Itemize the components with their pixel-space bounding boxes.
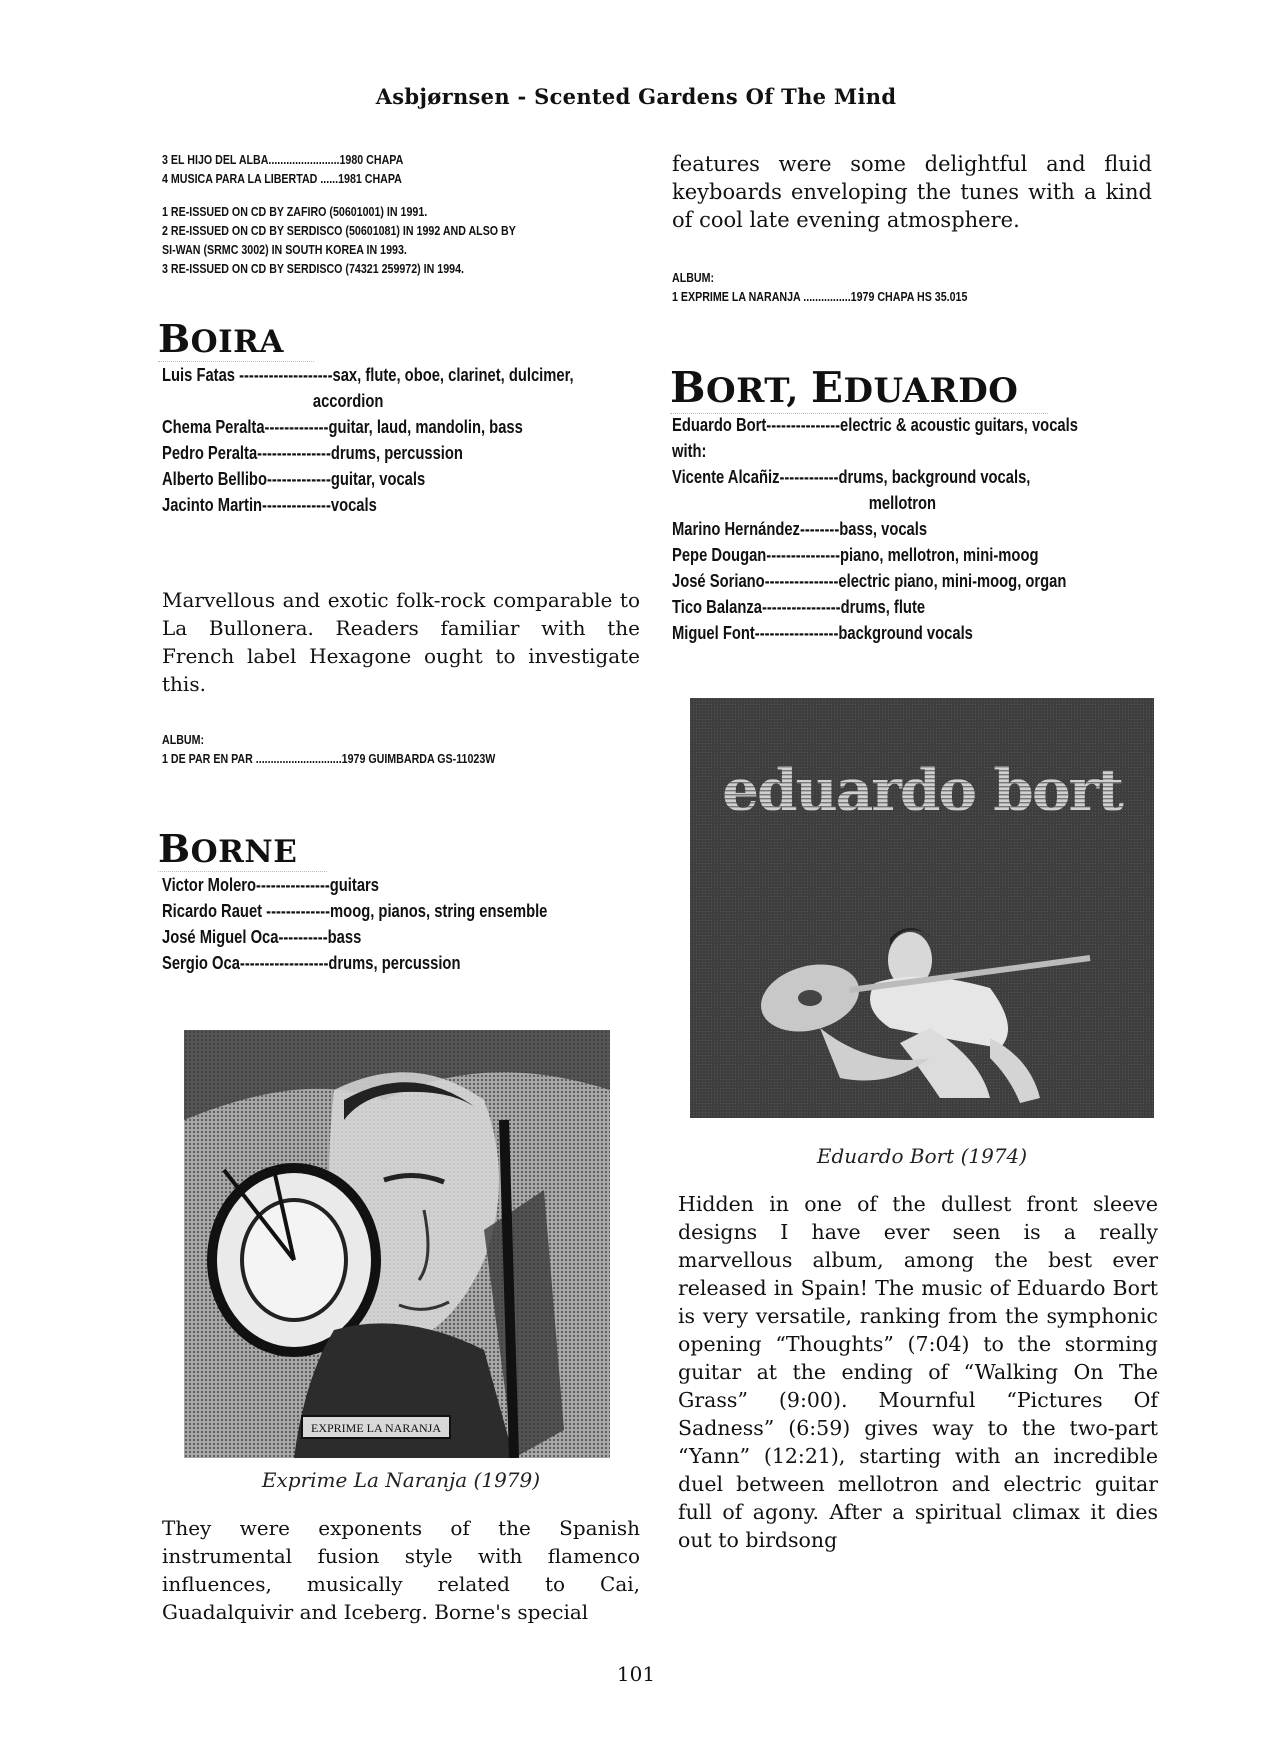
lineup-row: with:: [672, 441, 707, 461]
lineup-row: Chema Peralta-------------guitar, laud, mandolin, bass: [162, 417, 523, 437]
album-cover-eduardo-bort: [690, 698, 1154, 1118]
bort-section: [670, 363, 1048, 414]
boira-album: [162, 730, 640, 768]
discography-line: 4 MUSICA PARA LA LIBERTAD ......1981 CHAPA: [162, 171, 402, 186]
bort-lineup: [672, 412, 1164, 646]
borne-review-continued: features were some delightful and fluid keyboards enveloping the tunes with a kind of cool late evening atmosphere.: [672, 152, 1152, 232]
discography-continued: [162, 150, 640, 278]
lineup-row: Tico Balanza----------------drums, flute: [672, 597, 926, 617]
band-heading-bort-eduardo: BORT, EDUARDO: [670, 366, 1048, 414]
band-heading-borne: BORNE: [158, 830, 327, 872]
lineup-row: José Soriano---------------electric piano, mini-moog, organ: [672, 571, 1067, 591]
reissue-note: 2 RE-ISSUED ON CD BY SERDISCO (50601081) IN 1992 AND ALSO BY: [162, 223, 516, 238]
running-head: Asbjørnsen - Scented Gardens Of The Mind: [375, 84, 897, 109]
borne-section: [158, 826, 327, 872]
bort-review: Hidden in one of the dullest front sleeve designs I have ever seen is a really marvellous album, among the best ever released in Spain! The music of Eduardo Bort is very versatile, ranking from the symphonic opening “Thoughts” (7:04) to the storming guitar at the ending of “Walking On The Grass” (9:00). Mournful “Pictures Of Sadness” (6:59) gives way to the two-part “Yann” (12:21), starting with an incredible duel between mellotron and electric guitar full of agony. After a spiritual climax it dies out to birdsong: [678, 1192, 1158, 1552]
reissue-note: SI-WAN (SRMC 3002) IN SOUTH KOREA IN 1993.: [162, 242, 407, 257]
reissue-note: 3 RE-ISSUED ON CD BY SERDISCO (74321 259972) IN 1994.: [162, 261, 464, 276]
lineup-row: José Miguel Oca----------bass: [162, 927, 362, 947]
caption-eduardo-bort: Eduardo Bort (1974): [816, 1144, 1028, 1168]
borne-lineup: [162, 872, 640, 976]
album-cover-exprime-la-naranja: [184, 1030, 610, 1458]
lineup-row: Vicente Alcañiz------------drums, background vocals,: [672, 467, 1031, 487]
lineup-row: Jacinto Martin--------------vocals: [162, 495, 377, 515]
lineup-row: mellotron: [868, 493, 937, 513]
boira-section: [158, 316, 314, 362]
lineup-row: Eduardo Bort---------------electric & acoustic guitars, vocals: [672, 415, 1078, 435]
lineup-row: Ricardo Rauet -------------moog, pianos, string ensemble: [162, 901, 548, 921]
reissue-note: 1 RE-ISSUED ON CD BY ZAFIRO (50601001) IN 1991.: [162, 204, 428, 219]
caption-exprime-la-naranja: Exprime La Naranja (1979): [261, 1468, 541, 1492]
album-label: ALBUM:: [162, 732, 205, 747]
band-heading-boira: BOIRA: [158, 320, 314, 362]
lineup-row: Pepe Dougan---------------piano, mellotron, mini-moog: [672, 545, 1039, 565]
cover-illustration: [184, 1030, 610, 1458]
page-number: 101: [616, 1662, 656, 1686]
lineup-row: Pedro Peralta---------------drums, percussion: [162, 443, 463, 463]
album-line: 1 DE PAR EN PAR .............................1979 GUIMBARDA GS-11023W: [162, 751, 496, 766]
lineup-row: accordion: [312, 391, 384, 411]
borne-review: They were exponents of the Spanish instrumental fusion style with flamenco influences, musically related to Cai, Guadalquivir and Iceberg. Borne's special: [162, 1516, 640, 1624]
lineup-row: Sergio Oca------------------drums, percussion: [162, 953, 461, 973]
boira-review: Marvellous and exotic folk-rock comparable to La Bullonera. Readers familiar with the French label Hexagone ought to investigate this.: [162, 588, 640, 696]
left-column: [158, 150, 640, 1624]
lineup-row: Miguel Font-----------------background vocals: [672, 623, 973, 643]
lineup-row: Victor Molero---------------guitars: [162, 875, 379, 895]
lineup-row: Luis Fatas -------------------sax, flute, oboe, clarinet, dulcimer,: [162, 365, 574, 385]
album-label: ALBUM:: [672, 270, 715, 285]
lineup-row: Marino Hernández--------bass, vocals: [672, 519, 928, 539]
cover-photo: [690, 698, 1154, 1118]
boira-lineup: [162, 362, 640, 518]
borne-album: [672, 268, 1164, 306]
cover-title-text: eduardo bort: [722, 756, 1122, 824]
lineup-row: Alberto Bellibo-------------guitar, vocals: [162, 469, 426, 489]
discography-line: 3 EL HIJO DEL ALBA........................1980 CHAPA: [162, 152, 404, 167]
album-line: 1 EXPRIME LA NARANJA ................1979 CHAPA HS 35.015: [672, 289, 968, 304]
cover-title-text: EXPRIME LA NARANJA: [310, 1421, 442, 1435]
